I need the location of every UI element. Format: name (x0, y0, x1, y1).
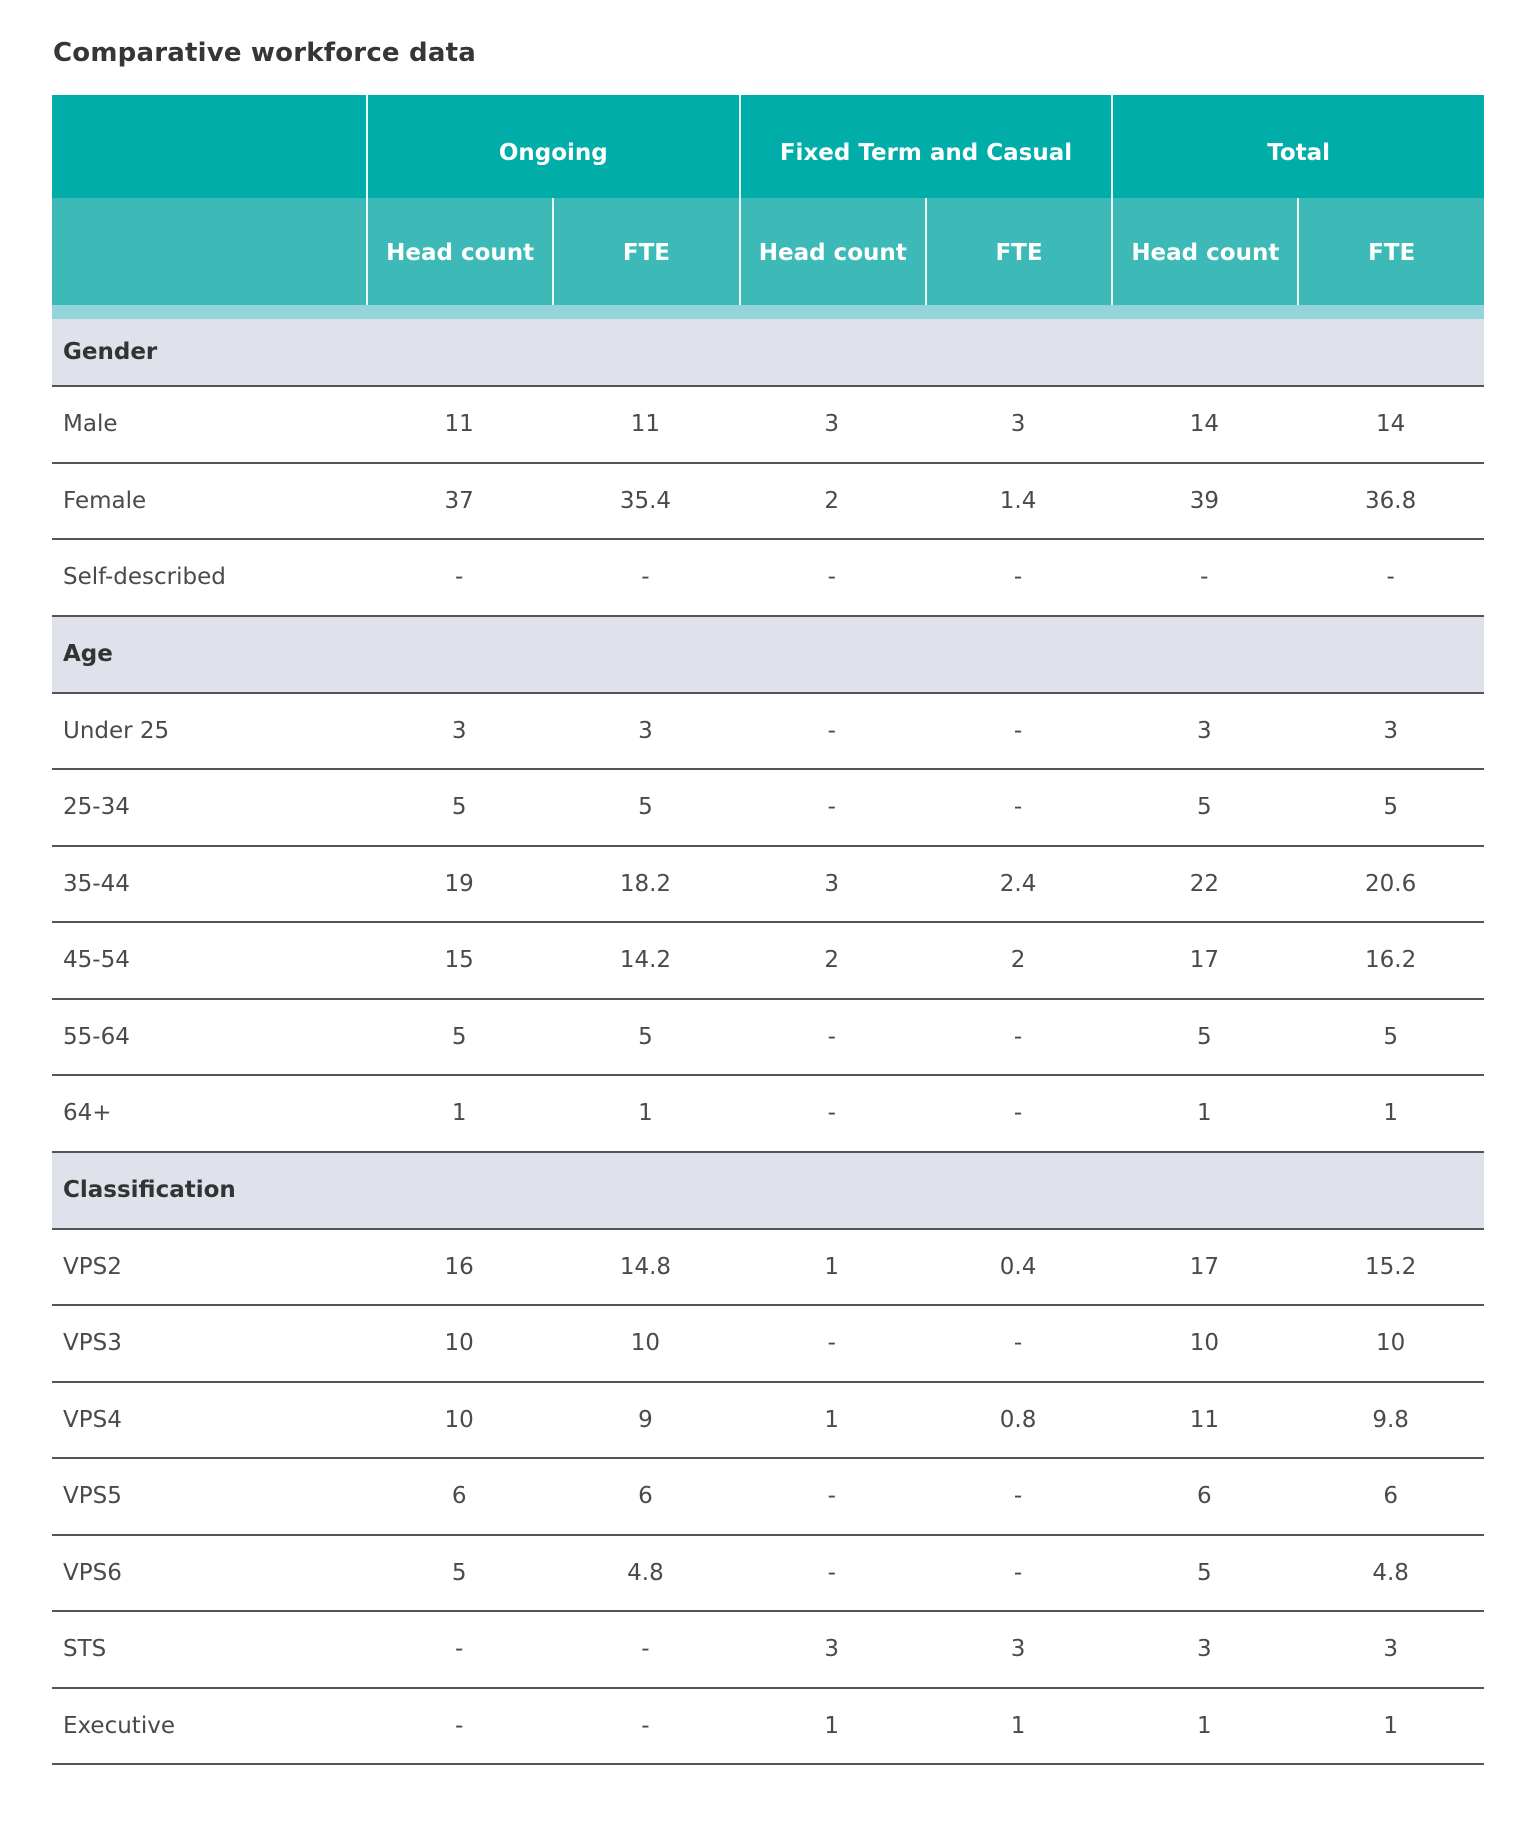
cell-value: 10 (1375, 1330, 1406, 1357)
header-fixed-fte: FTE (925, 198, 1111, 305)
cell-value: 16 (444, 1253, 474, 1280)
cell-value: - (1013, 794, 1023, 821)
cell-value: 3 (1197, 717, 1212, 744)
cell-value: - (1200, 564, 1209, 591)
cell-value: 0.4 (999, 1253, 1037, 1280)
row-label: 55-64 (63, 1023, 130, 1050)
cell-value: 4.8 (1372, 1559, 1409, 1586)
row-label: VPS4 (63, 1406, 122, 1433)
header-group-row (52, 95, 1484, 198)
workforce-table (52, 95, 1484, 1765)
cell-value: - (827, 1559, 836, 1586)
table-row (52, 1076, 1484, 1153)
table-row (52, 1612, 1484, 1689)
cell-value: 2 (1010, 947, 1026, 974)
table-row (52, 1689, 1484, 1766)
row-label: 25-34 (63, 794, 130, 821)
cell-value: 17 (1189, 947, 1219, 974)
cell-value: - (827, 1483, 836, 1510)
cell-value: 5 (638, 1023, 653, 1050)
cell-value: 14.8 (619, 1253, 672, 1280)
table-row (52, 694, 1484, 771)
header-group-fixed-term: Fixed Term and Casual (739, 95, 1112, 198)
table-row (52, 1306, 1484, 1383)
cell-value: 15 (444, 947, 474, 974)
table-row (52, 1230, 1484, 1307)
section-header-age: Age (52, 617, 1484, 694)
cell-value: - (827, 1100, 836, 1127)
cell-value: - (1013, 1483, 1023, 1510)
cell-value: 16.2 (1365, 947, 1417, 974)
row-label: VPS5 (63, 1483, 122, 1510)
cell-value: 6 (1197, 1483, 1212, 1510)
row-label: VPS3 (63, 1330, 122, 1357)
cell-value: 14 (1375, 411, 1406, 438)
row-label: 35-44 (63, 870, 130, 897)
table-body (52, 319, 1484, 1765)
row-label: VPS2 (63, 1253, 122, 1280)
cell-value: 20.6 (1365, 870, 1417, 897)
cell-value: 5 (1383, 794, 1398, 821)
cell-value: 9 (638, 1406, 653, 1433)
row-label: VPS6 (63, 1559, 122, 1586)
header-corner-cell-2 (52, 198, 366, 305)
header-fixed-headcount: Head count (739, 198, 925, 305)
cell-value: 22 (1189, 870, 1219, 897)
cell-value: 11 (1189, 1406, 1219, 1433)
cell-value: 5 (451, 1023, 467, 1050)
row-label: 64+ (63, 1100, 112, 1127)
cell-value: 1 (638, 1100, 653, 1127)
cell-value: - (454, 564, 464, 591)
header-ongoing-headcount: Head count (366, 198, 552, 305)
cell-value: - (1013, 1023, 1023, 1050)
cell-value: 35.4 (619, 487, 672, 514)
cell-value: 1 (1383, 1100, 1398, 1127)
header-ongoing-fte: FTE (552, 198, 738, 305)
cell-value: 37 (444, 487, 474, 514)
table-row (52, 387, 1484, 464)
cell-value: 1 (1197, 1100, 1212, 1127)
header-total-headcount: Head count (1111, 198, 1297, 305)
cell-value: - (1013, 564, 1023, 591)
cell-value: 3 (824, 411, 840, 438)
row-label: Under 25 (63, 717, 170, 744)
cell-value: 3 (451, 717, 467, 744)
cell-value: 5 (638, 794, 653, 821)
cell-value: 2.4 (999, 870, 1037, 897)
cell-value: 1 (451, 1100, 467, 1127)
cell-value: - (1013, 717, 1023, 744)
cell-value: 3 (1383, 1636, 1398, 1663)
table-row (52, 540, 1484, 617)
cell-value: 39 (1189, 487, 1219, 514)
cell-value: 3 (1197, 1636, 1212, 1663)
table-row (52, 1383, 1484, 1460)
cell-value: 36.8 (1365, 487, 1417, 514)
cell-value: 17 (1189, 1253, 1219, 1280)
header-group-ongoing: Ongoing (366, 95, 739, 198)
cell-value: 3 (1383, 717, 1398, 744)
cell-value: - (1013, 1100, 1023, 1127)
cell-value: - (827, 717, 836, 744)
cell-value: - (1386, 564, 1395, 591)
cell-value: 3 (1010, 1636, 1026, 1663)
cell-value: 11 (630, 411, 661, 438)
cell-value: - (827, 794, 836, 821)
table-row (52, 1000, 1484, 1077)
cell-value: - (454, 1712, 464, 1739)
row-label: 45-54 (63, 947, 130, 974)
cell-value: 14 (1189, 411, 1219, 438)
header-group-total: Total (1111, 95, 1484, 198)
cell-value: 0.8 (999, 1406, 1037, 1433)
cell-value: 15.2 (1365, 1253, 1417, 1280)
cell-value: 5 (451, 1559, 467, 1586)
cell-value: 6 (638, 1483, 653, 1510)
cell-value: 3 (1010, 411, 1026, 438)
cell-value: 10 (444, 1406, 474, 1433)
cell-value: - (827, 1023, 836, 1050)
cell-value: 1 (824, 1253, 840, 1280)
table-row (52, 847, 1484, 924)
cell-value: 1 (1010, 1712, 1026, 1739)
section-header-classification: Classification (52, 1153, 1484, 1230)
cell-value: 5 (1197, 1023, 1212, 1050)
header-corner-cell (52, 95, 366, 198)
cell-value: 10 (444, 1330, 474, 1357)
cell-value: 1.4 (999, 487, 1037, 514)
cell-value: 1 (824, 1406, 840, 1433)
cell-value: 6 (451, 1483, 467, 1510)
cell-value: 18.2 (619, 870, 672, 897)
cell-value: 3 (824, 870, 840, 897)
table-row (52, 923, 1484, 1000)
cell-value: 4.8 (627, 1559, 664, 1586)
header-subcolumn-row (52, 198, 1484, 305)
cell-value: 19 (444, 870, 474, 897)
table-row (52, 1536, 1484, 1613)
cell-value: 5 (1383, 1023, 1398, 1050)
cell-value: 5 (1197, 794, 1212, 821)
cell-value: - (641, 564, 650, 591)
cell-value: 3 (824, 1636, 840, 1663)
row-label: Executive (63, 1712, 175, 1739)
cell-value: - (641, 1712, 650, 1739)
cell-value: 5 (1197, 1559, 1212, 1586)
cell-value: 2 (824, 947, 840, 974)
cell-value: 6 (1383, 1483, 1398, 1510)
cell-value: 1 (1383, 1712, 1398, 1739)
cell-value: 5 (451, 794, 467, 821)
page-title: Comparative workforce data (53, 38, 476, 68)
row-label: STS (63, 1636, 107, 1663)
cell-value: 10 (630, 1330, 661, 1357)
section-header-gender: Gender (52, 319, 1484, 387)
table-row (52, 464, 1484, 541)
header-divider-band (52, 305, 1484, 319)
table-row (52, 1459, 1484, 1536)
row-label: Self-described (63, 564, 226, 591)
table-row (52, 770, 1484, 847)
cell-value: 11 (444, 411, 474, 438)
cell-value: - (827, 564, 836, 591)
cell-value: 2 (824, 487, 840, 514)
cell-value: - (827, 1330, 836, 1357)
cell-value: - (641, 1636, 650, 1663)
cell-value: - (1013, 1330, 1023, 1357)
cell-value: 1 (824, 1712, 840, 1739)
cell-value: - (1013, 1559, 1023, 1586)
header-total-fte: FTE (1297, 198, 1483, 305)
cell-value: - (454, 1636, 464, 1663)
row-label: Male (63, 411, 118, 438)
cell-value: 1 (1197, 1712, 1212, 1739)
row-label: Female (63, 487, 147, 514)
cell-value: 3 (638, 717, 653, 744)
cell-value: 14.2 (619, 947, 672, 974)
cell-value: 9.8 (1372, 1406, 1409, 1433)
cell-value: 10 (1189, 1330, 1219, 1357)
